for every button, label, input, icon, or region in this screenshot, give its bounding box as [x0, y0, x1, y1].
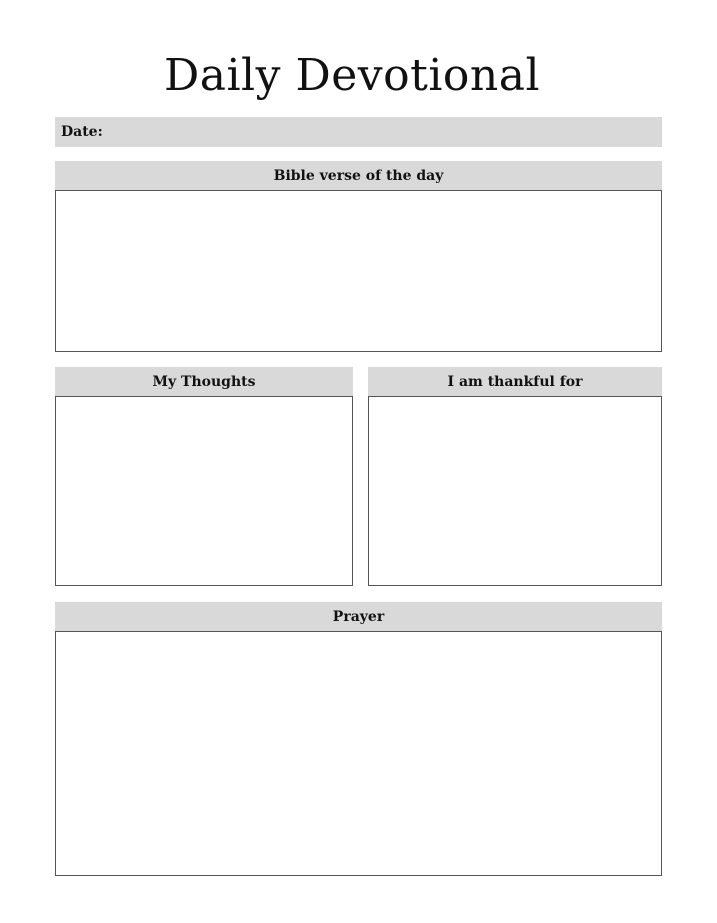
my-thoughts-header: My Thoughts [55, 367, 353, 396]
prayer-section [55, 602, 662, 876]
prayer-header: Prayer [55, 602, 662, 631]
thankful-box[interactable] [368, 396, 662, 586]
my-thoughts-box[interactable] [55, 396, 353, 586]
bible-verse-section [55, 161, 662, 352]
date-field[interactable] [55, 117, 662, 147]
thankful-header: I am thankful for [368, 367, 662, 396]
my-thoughts-section [55, 367, 353, 586]
page-title: Daily Devotional [163, 50, 541, 101]
thankful-section [368, 367, 662, 586]
date-label: Date: [61, 124, 103, 140]
bible-verse-box[interactable] [55, 190, 662, 352]
prayer-box[interactable] [55, 631, 662, 876]
bible-verse-header: Bible verse of the day [55, 161, 662, 190]
